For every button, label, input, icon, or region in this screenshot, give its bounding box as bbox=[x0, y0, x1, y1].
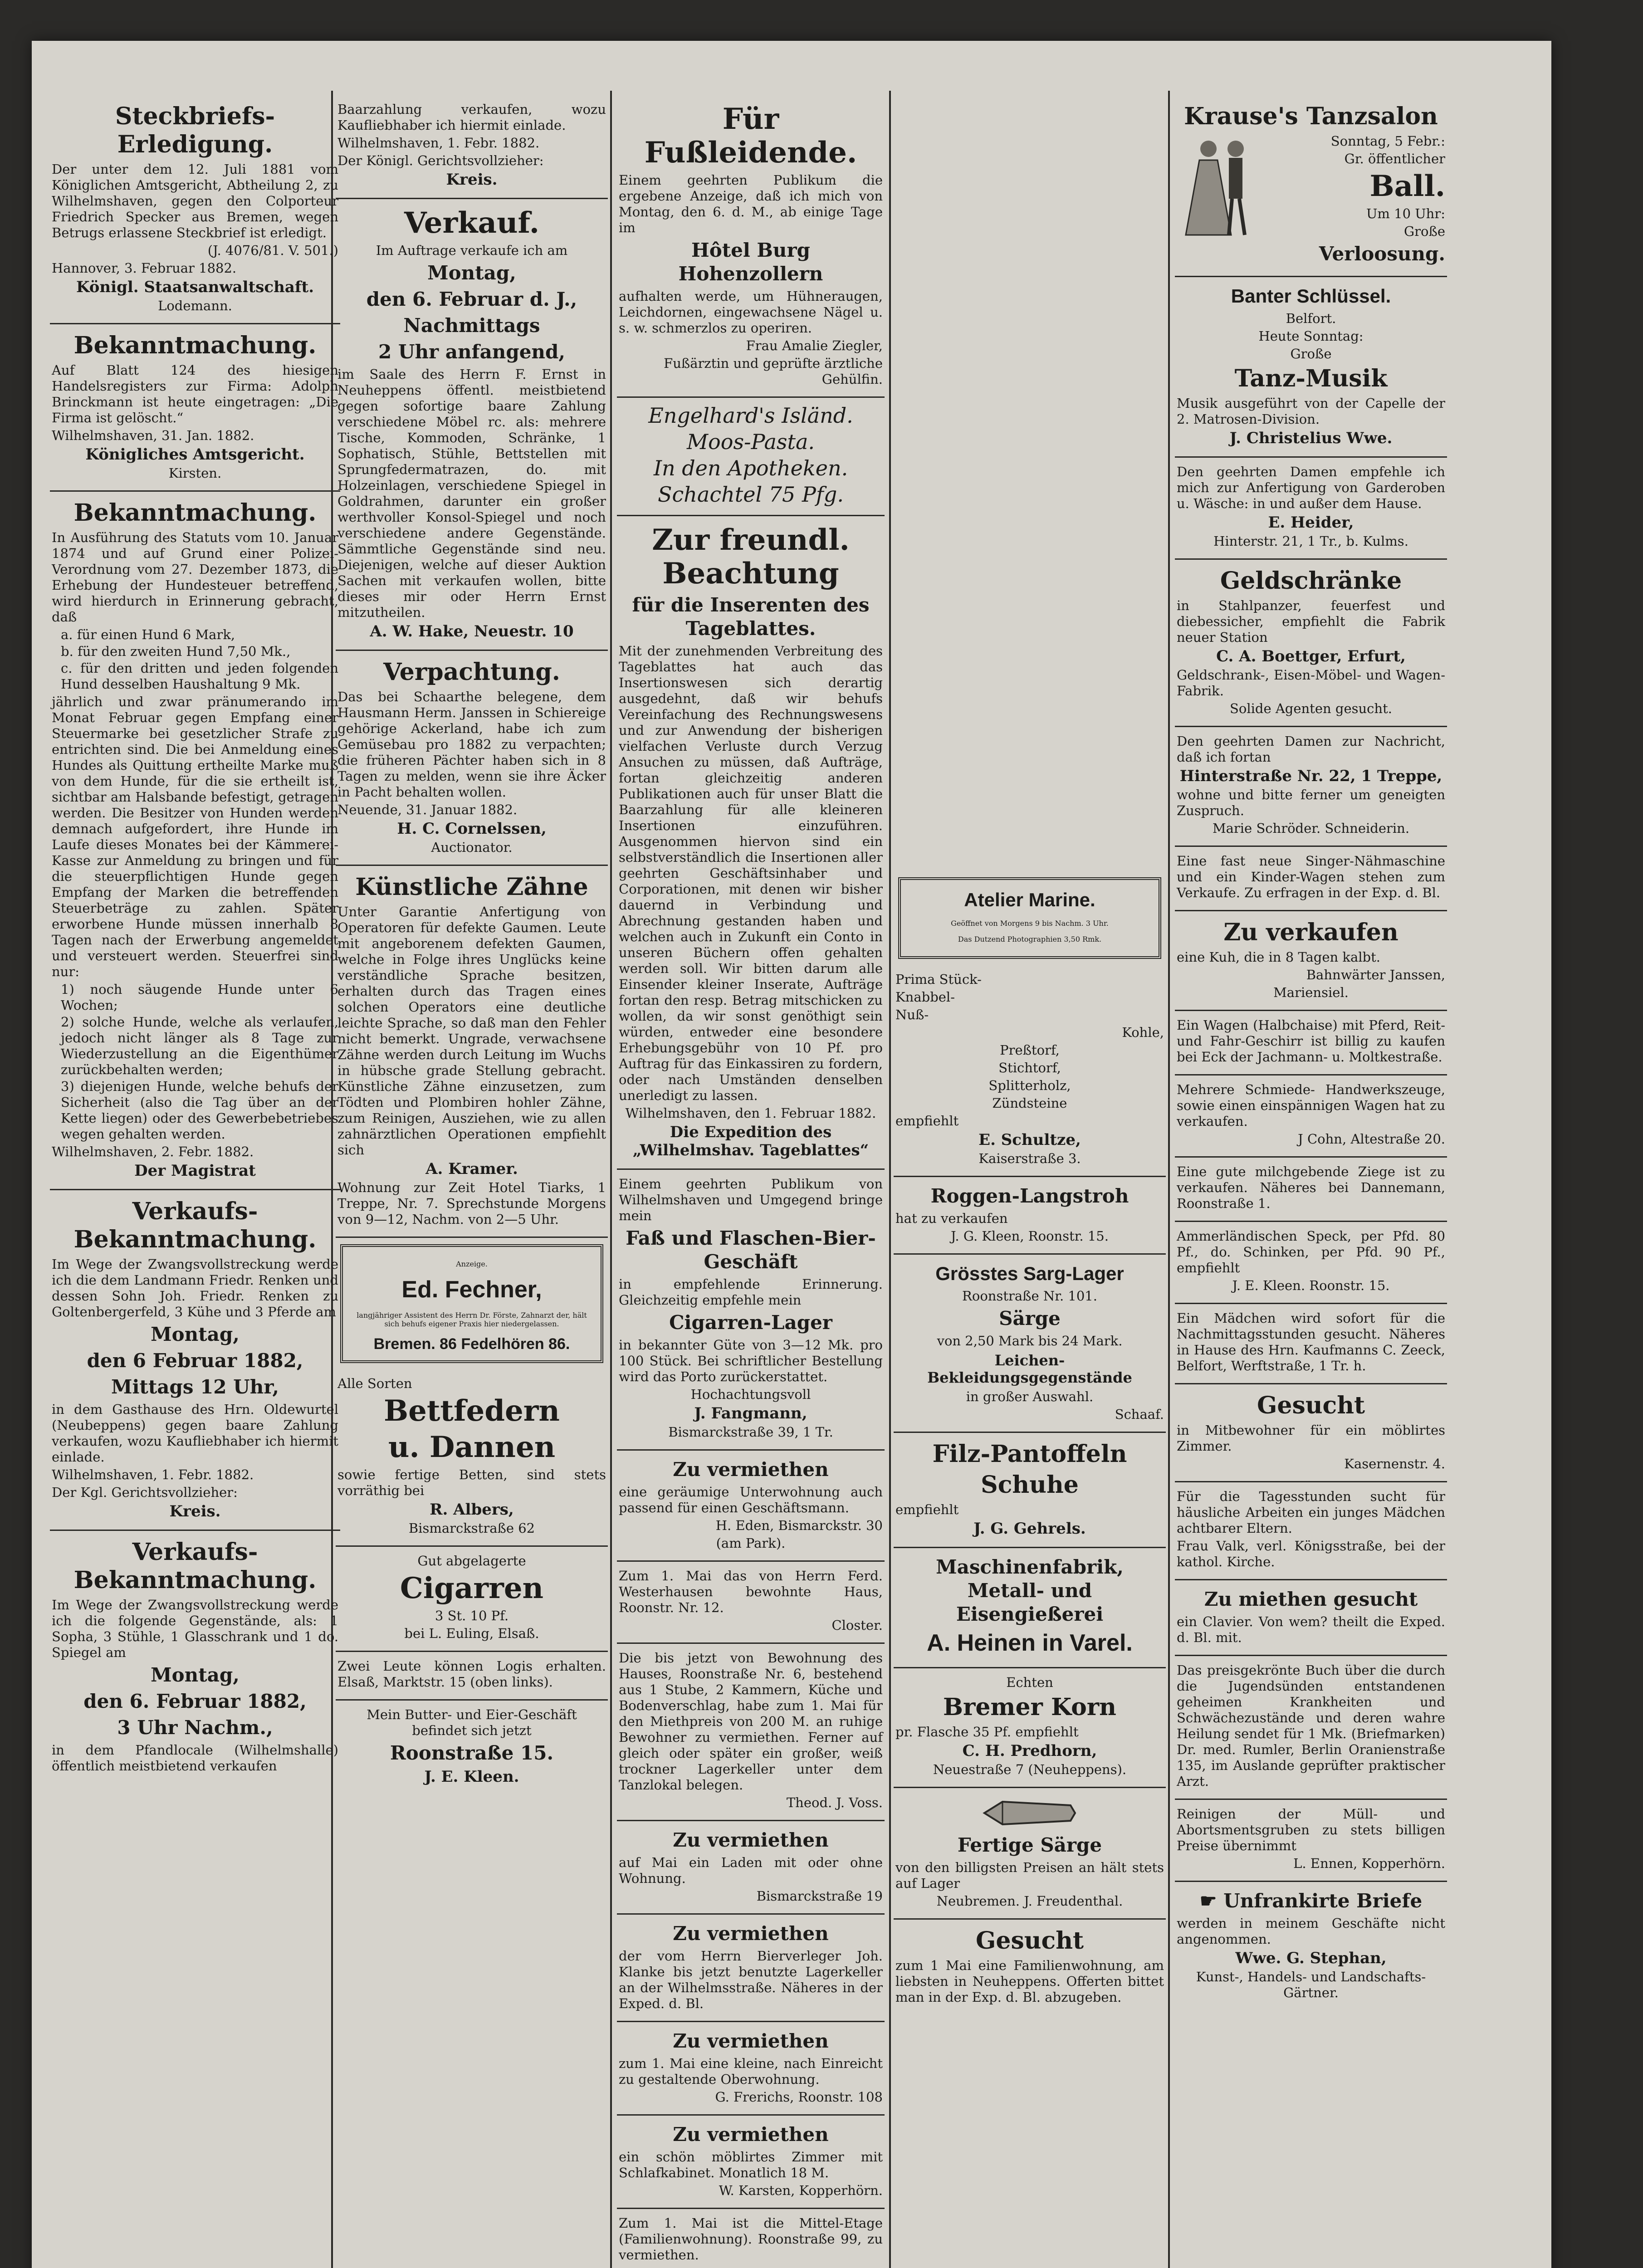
ad-title: Steckbriefs-Erledigung. bbox=[115, 103, 275, 158]
ad-body: in großer Auswahl. bbox=[966, 1389, 1094, 1404]
ad-body: in empfehlende Erinnerung. Gleichzeitig empfehle mein bbox=[619, 1276, 883, 1308]
ad-title: Zu vermiethen bbox=[673, 1829, 829, 1851]
ad-title: Bettfedern bbox=[384, 1394, 560, 1428]
ad-line: Stichtorf, bbox=[998, 1060, 1061, 1075]
ad-title: Cigarren bbox=[400, 1571, 544, 1605]
ad-body: In Ausführung des Statuts vom 10. Januar 1874 und auf Grund einer Polizei-Verordnung vom 27. Dezember 1873, die Erhebung der Hundesteuer betreffend, wird hierdurch in Erinnerung gebracht, daß bbox=[52, 530, 338, 625]
ad-signature: Neubremen. J. Freudenthal. bbox=[936, 1893, 1123, 1909]
ad-role: Fußärztin und geprüfte ärztliche Gehülfin. bbox=[664, 356, 883, 387]
ad-address: Neuestraße 7 (Neuheppens). bbox=[933, 1762, 1127, 1777]
ad-signature: Closter. bbox=[831, 1618, 883, 1633]
ad-banter-schluessel bbox=[1175, 277, 1447, 458]
dancing-couple-illustration bbox=[1177, 135, 1267, 240]
ad-signature: Die Expedition des „Wilhelmshav. Tageblattes“ bbox=[632, 1123, 869, 1159]
ad-body: Mein Butter- und Eier-Geschäft befindet sich jetzt bbox=[367, 1707, 577, 1738]
ad-body: Zwei Leute können Logis erhalten. Elsaß, Marktstr. 15 (oben links). bbox=[337, 1658, 606, 1690]
ad-body: Unter Garantie Anfertigung von Operatoren für defekte Gaumen. Leute mit angeborenem defekten Gaumen, welche in Folge ihres Unglücks keine verständliche Sprache besitzen, erhalten durch das Tragen eines solchen Operators eine deutliche leichte Sprache, so daß man den Fehler nicht bemerkt. Ungrade, verwachsene Zähne werden durch Leitung im Wuchs in hübsche grade Stellung gebracht. Künstliche Zähne einzusetzen, zum Tödten und Plombiren hohler Zähne, zum Reinigen, Ausziehen, wie zu allen zahnärztlichen Operationen empfiehlt sich bbox=[337, 904, 606, 1158]
column-5 bbox=[1175, 95, 1447, 2010]
ad-line: In den Apotheken. Schachtel 75 Pfg. bbox=[653, 456, 848, 507]
ad-signature: C. A. Boettger, Erfurt, bbox=[1216, 647, 1406, 665]
ad-date: Wilhelmshaven, 31. Jan. 1882. bbox=[52, 428, 254, 443]
ad-title: Zu vermiethen bbox=[673, 1458, 829, 1481]
ad-body: langjähriger Assistent des Herrn Dr. Förste, Zahnarzt der, hält sich behufs eigener Praxis hier niedergelassen. bbox=[357, 1311, 587, 1328]
ad-roggen bbox=[894, 1177, 1166, 1255]
ad-date: Wilhelmshaven, den 1. Februar 1882. bbox=[625, 1105, 876, 1121]
ad-signature: R. Albers, bbox=[430, 1501, 514, 1519]
ad-time: 3 Uhr Nachm., bbox=[117, 1716, 273, 1739]
ad-title: Fertige Särge bbox=[957, 1834, 1102, 1856]
ad-title: Filz-Pantoffeln bbox=[932, 1440, 1127, 1468]
ad-gesucht-2 bbox=[894, 1920, 1166, 2014]
ad-vermiethen-4 bbox=[617, 1821, 885, 1915]
ad-signature: J. E. Kleen. bbox=[424, 1768, 519, 1786]
ad-wagen bbox=[1175, 1011, 1447, 1075]
ad-vermiethen-7 bbox=[617, 2116, 885, 2209]
ad-pre: empfiehlt bbox=[895, 1502, 959, 1517]
ad-address: Kaiserstraße 3. bbox=[978, 1151, 1081, 1166]
ad-body: Einem geehrten Publikum von Wilhelmshaven und Umgegend bringe mein bbox=[619, 1176, 883, 1223]
pointing-hand-icon: ☛ bbox=[1199, 1890, 1224, 1912]
ad-body: Zum 1. Mai das von Herrn Ferd. Westerhausen bewohnte Haus, Roonstr. Nr. 12. bbox=[619, 1568, 883, 1615]
ad-gesucht-3 bbox=[1175, 1384, 1447, 1482]
ad-title: Gesucht bbox=[975, 1927, 1084, 1955]
ad-name: Kreis. bbox=[169, 1502, 221, 1520]
ad-logis bbox=[336, 1652, 608, 1701]
ad-name: Lodemann. bbox=[158, 298, 232, 313]
ad-signature: J. Fangmann, bbox=[694, 1404, 807, 1422]
ad-main: Tanz-Musik bbox=[1234, 365, 1388, 392]
ad-line: Zündsteine bbox=[992, 1095, 1067, 1111]
ad-vermiethen-2 bbox=[617, 1562, 885, 1644]
ad-signature: E. Schultze, bbox=[978, 1131, 1081, 1149]
ad-title: Verkauf. bbox=[404, 206, 540, 240]
ad-body: ein schön möblirtes Zimmer mit Schlafkabinet. Monatlich 18 M. bbox=[619, 2149, 883, 2180]
column-3 bbox=[617, 95, 885, 2268]
ad-body: Ammerländischen Speck, per Pfd. 80 Pf., do. Schinken, per Pfd. 90 Pf., empfiehlt bbox=[1177, 1228, 1445, 1276]
ad-pantoffeln bbox=[894, 1433, 1166, 1548]
ad-address: Bismarckstraße 62 bbox=[408, 1520, 535, 1536]
ad-address: Roonstraße 15. bbox=[390, 1742, 554, 1764]
ad-body: Den geehrten Damen zur Nachricht, daß ich fortan bbox=[1177, 733, 1445, 765]
column-rule bbox=[1168, 91, 1170, 2268]
ad-signature: Theod. J. Voss. bbox=[786, 1795, 883, 1810]
ad-place: Belfort. bbox=[1286, 311, 1336, 326]
ad-pre: Gut abgelagerte bbox=[417, 1553, 526, 1569]
ad-body: aufhalten werde, um Hühneraugen, Leichdornen, eingewachsene Nägel u. s. w. schmerzlos zu operiren. bbox=[619, 288, 883, 336]
ad-title: Zu miethen gesucht bbox=[1204, 1588, 1418, 1610]
ad-signature: L. Ennen, Kopperhörn. bbox=[1293, 1856, 1445, 1871]
ad-body: sowie fertige Betten, sind stets vorräthig bei bbox=[337, 1467, 606, 1498]
ad-date: Neuende, 31. Januar 1882. bbox=[337, 802, 518, 817]
ad-body: Das preisgekrönte Buch über die durch die Jugendsünden entstandenen geheimen Krankheiten und Schwächezustände und deren wahre Heilung sendet für 1 Mk. (Briefmarken) Dr. med. Rumler, Berlin Oranienstraße 135, im Auslande geprüfter praktischer Arzt. bbox=[1177, 1662, 1445, 1789]
ad-title: Särge bbox=[999, 1307, 1061, 1330]
ad-signature: Bahnwärter Janssen, bbox=[1306, 967, 1445, 982]
ad-body: in dem Pfandlocale (Wilhelmshalle) öffentlich meistbietend verkaufen bbox=[52, 1742, 338, 1774]
ad-address: Kasernenstr. 4. bbox=[1344, 1456, 1445, 1471]
ad-vermiethen-6 bbox=[617, 2022, 885, 2116]
ad-line: Preßtorf, bbox=[1000, 1042, 1060, 1058]
ad-title: Zu vermiethen bbox=[673, 2123, 829, 2146]
ad-date-line: den 6. Februar d. J., bbox=[366, 288, 577, 310]
ad-pre: Große bbox=[1403, 224, 1445, 239]
ad-title: Grösstes Sarg-Lager bbox=[935, 1263, 1124, 1284]
ad-title: Für Fußleidende. bbox=[644, 102, 857, 170]
ad-signature: Frau Amalie Ziegler, bbox=[746, 338, 883, 353]
ad-title: Zu verkaufen bbox=[1223, 919, 1399, 946]
column-rule bbox=[889, 91, 891, 2268]
ad-line: Knabbel- bbox=[895, 989, 955, 1005]
ad-title: Schuhe bbox=[981, 1471, 1079, 1499]
ad-valk bbox=[1175, 1482, 1447, 1580]
ad-body: Ein Mädchen wird sofort für die Nachmittagsstunden gesucht. Näheres in Hause des Hrn. Kaufmanns C. Zeeck, Belfort, Werftstraße, 1 Tr. h. bbox=[1177, 1310, 1445, 1374]
ad-title: Krause's Tanzsalon bbox=[1184, 103, 1438, 130]
ad-cigarren bbox=[336, 1547, 608, 1652]
ad-verpachtung bbox=[336, 651, 608, 866]
ad-title: u. Dannen bbox=[388, 1430, 556, 1464]
ad-heider bbox=[1175, 458, 1447, 560]
ad-date: Wilhelmshaven, 2. Febr. 1882. bbox=[52, 1144, 254, 1159]
ad-clavier bbox=[1175, 1580, 1447, 1656]
ad-moos-pasta bbox=[617, 398, 885, 516]
ad-address: Roonstraße Nr. 101. bbox=[962, 1288, 1097, 1304]
ad-naehmaschine bbox=[1175, 847, 1447, 911]
ad-title: Roggen-Langstroh bbox=[930, 1185, 1129, 1207]
ad-body: in dem Gasthause des Hrn. Oldewurtel (Neubeppens) gegen baare Zahlung verkaufen, wozu Kaufliebhaber ich hiermit einlade. bbox=[52, 1402, 338, 1465]
ad-atelier-marine bbox=[898, 877, 1161, 959]
ad-address: (am Park). bbox=[716, 1535, 786, 1551]
ad-body: eine geräumige Unterwohnung auch passend für einen Geschäftsmann. bbox=[619, 1484, 883, 1515]
ad-signature: C. H. Predhorn, bbox=[962, 1742, 1097, 1760]
column-2 bbox=[336, 95, 608, 1795]
ad-title: Bekanntmachung. bbox=[73, 499, 317, 527]
newspaper-page bbox=[32, 41, 1551, 2268]
ad-body: Mehrere Schmiede- Handwerkszeuge, sowie einen einspännigen Wagen hat zu verkaufen. bbox=[1177, 1082, 1445, 1129]
ad-address: Bismarckstraße 19 bbox=[756, 1888, 883, 1904]
ad-vermiethen-1 bbox=[617, 1451, 885, 1562]
list-item: a. für einen Hund 6 Mark, bbox=[61, 627, 235, 642]
ad-body: pr. Flasche 35 Pf. empfiehlt bbox=[895, 1724, 1079, 1740]
ad-date-line: den 6. Februar 1882, bbox=[83, 1690, 307, 1712]
ad-title: Ed. Fechner, bbox=[401, 1276, 542, 1303]
ad-title: Banter Schlüssel. bbox=[1231, 285, 1391, 307]
ad-buch bbox=[1175, 1656, 1447, 1800]
ad-body: Im Wege der Zwangsvollstreckung werde ich die dem Landmann Friedr. Renken und dessen Sohn Joh. Friedr. Renken zu Goltenbergerfeld, 3 Kühe und 3 Pferde am bbox=[52, 1256, 338, 1320]
list-item: 3) diejenigen Hunde, welche behufs der Sicherheit (also die Tag über an der Kette liegen) oder des Gewerbebetriebes wegen gehalten werden. bbox=[61, 1079, 338, 1142]
ad-line: Splitterholz, bbox=[988, 1078, 1071, 1093]
ad-body: Mit der zunehmenden Verbreitung des Tageblattes hat auch das Insertionswesen sich derartig ausgedehnt, daß wir behufs Vereinfachung des Rechnungswesens und zur Anwendung der bisherigen vielfachen Verluste durch Verzug Ansuchen zu müssen, daß Aufträge, fortan gleichzeitig anderen Publikationen auch für unser Blatt die Baarzahlung für alle kleineren Insertionen einzuführen. Ausgenommen hiervon sind ein selbstverständlich die Insertionen aller geehrten Geschäftsinhaber und Corporationen, mit denen wir bisher dauernd in Verbindung und Abrechnung gestanden haben und welchen auch in Zukunft ein Conto in unseren Büchern offen gehalten werden soll. Wir bitten darum alle Einsender kleiner Inserate, Aufträge fortan den resp. Betrag mitschicken zu wollen, da wir sonst genöthigt sein würden, entweder eine besondere Erhebungsgebühr von 10 Pf. pro Auftrag für das Einkassiren zu fordern, oder nach Umständen denselben unerledigt zu lassen. bbox=[619, 643, 883, 1103]
ad-body: in Stahlpanzer, feuerfest und diebessicher, empfiehlt die Fabrik neuer Station bbox=[1177, 598, 1445, 645]
ad-signature: H. C. Cornelssen, bbox=[397, 820, 547, 838]
ad-body: werden in meinem Geschäfte nicht angenommen. bbox=[1177, 1916, 1445, 1947]
ad-ref: (J. 4076/81. V. 501.) bbox=[207, 243, 338, 258]
ad-pre: empfiehlt bbox=[895, 1113, 959, 1129]
ad-signature: A. W. Hake, Neuestr. 10 bbox=[370, 622, 574, 640]
ad-ball: Ball. bbox=[1369, 169, 1445, 203]
ad-body: wohne und bitte ferner um geneigten Zuspruch. bbox=[1177, 787, 1445, 818]
ad-signature: J Cohn, Altestraße 20. bbox=[1298, 1131, 1445, 1147]
ad-body: ein Clavier. Von wem? theilt die Exped. d. Bl. mit. bbox=[1177, 1614, 1445, 1645]
ad-fussleidende bbox=[617, 95, 885, 398]
ad-body: eine Kuh, die in 8 Tagen kalbt. bbox=[1177, 949, 1380, 965]
ad-signature: J. G. Kleen, Roonstr. 15. bbox=[951, 1228, 1109, 1244]
ad-ennen bbox=[1175, 1800, 1447, 1882]
list-item: b. für den zweiten Hund 7,50 Mk., bbox=[61, 644, 291, 659]
ad-body: Das Dutzend Photographien 3,50 Rmk. bbox=[958, 935, 1102, 943]
ad-line: Engelhard's Isländ. Moos-Pasta. bbox=[648, 403, 853, 454]
ad-date: Wilhelmshaven, 1. Febr. 1882. bbox=[52, 1467, 254, 1482]
ad-body: Baarzahlung verkaufen, wozu Kaufliebhaber ich hiermit einlade. bbox=[337, 102, 606, 133]
ad-signature: Frau Valk, verl. Königsstraße, bei der kathol. Kirche. bbox=[1177, 1538, 1445, 1569]
ad-address: Bremen. 86 Fedelhören 86. bbox=[373, 1335, 570, 1353]
ad-body: jährlich und zwar pränumerando im Monat Februar gegen Empfang einer Steuermarke bei gesetzlicher Strafe zu entrichten sind. Die bei Anmeldung eines Hundes als Quittung ertheilte Marke muß von dem Hunde, für die sie ertheilt ist, sichtbar am Halsbande befestigt, getragen werden. Die Besitzer von Hunden werden demnach aufgefordert, ihre Hunde im Laufe dieses Monates bei der Kämmerei-Kasse zur Anmeldung zu bringen und für die steuerpflichtigen Hunde gegen Empfang der Marken die betreffenden Steuerbeträge zu zahlen. Später erworbene Hunde müssen innerhalb 8 Tagen nach der Erwerbung angemeldet und versteuert werden. Steuerfrei sind nur: bbox=[52, 694, 338, 979]
ad-date: Hannover, 3. Februar 1882. bbox=[52, 260, 237, 276]
ad-body: Das bei Schaarthe belegene, dem Hausmann Herm. Janssen in Schiereige gehörige Ackerland, habe ich zum Gemüsebau pro 1882 zu verpachten; die früheren Pächter haben sich in 8 Tagen zu melden, wenn sie ihre Äcker in Pacht behalten wollen. bbox=[337, 689, 606, 800]
ad-mittel-etage bbox=[617, 2209, 885, 2268]
ad-body: zum 1. Mai eine kleine, nach Einreicht zu gestaltende Oberwohnung. bbox=[619, 2056, 883, 2087]
ad-cohn bbox=[1175, 1075, 1447, 1158]
ad-time: Nachmittags bbox=[403, 314, 540, 337]
ad-line: Gr. öffentlicher bbox=[1344, 151, 1445, 166]
ad-time: 2 Uhr anfangend, bbox=[378, 341, 565, 363]
ad-verkauf-1 bbox=[50, 1190, 340, 1531]
list-item: 1) noch säugende Hunde unter 6 Wochen; bbox=[61, 982, 338, 1013]
ad-signature: J. Christelius Wwe. bbox=[1229, 429, 1393, 447]
ad-note: Solide Agenten gesucht. bbox=[1230, 701, 1392, 716]
ad-body: zum 1 Mai eine Familienwohnung, am liebsten in Neuheppens. Offerten bittet man in der Exp. d. Bl. abzugeben. bbox=[895, 1958, 1164, 2005]
ad-body: in Mitbewohner für ein möblirtes Zimmer. bbox=[1177, 1422, 1445, 1454]
ad-signature: A. Kramer. bbox=[425, 1160, 518, 1178]
ad-body: auf Mai ein Laden mit oder ohne Wohnung. bbox=[619, 1855, 883, 1886]
ad-name: Kirsten. bbox=[168, 465, 222, 481]
ad-bremer-korn bbox=[894, 1668, 1166, 1788]
ad-maedchen bbox=[1175, 1304, 1447, 1384]
ad-ziege bbox=[1175, 1158, 1447, 1222]
ad-address: Hinterstraße Nr. 22, 1 Treppe, bbox=[1179, 767, 1443, 785]
ad-body: Im Wege der Zwangsvollstreckung werde ich die folgende Gegenstände, als: 1 Sopha, 3 Stühle, 1 Glasschrank und 1 do. Spiegel am bbox=[52, 1597, 338, 1660]
ad-kuenstliche-zaehne bbox=[336, 866, 608, 1238]
ad-day: Montag, bbox=[427, 262, 516, 284]
ad-signature: Königliches Amtsgericht. bbox=[85, 445, 305, 464]
ad-title: Bremer Korn bbox=[943, 1693, 1116, 1721]
ad-verkauf-2 bbox=[50, 1531, 340, 1783]
list-item: 2) solche Hunde, welche als verlaufen, jedoch nicht länger als 8 Tage zur Wiederzustellung an die Eigenthümer zurückbehalten werden; bbox=[61, 1014, 338, 1077]
ad-bekanntmachung-1 bbox=[50, 324, 340, 492]
ad-fertige-saerge bbox=[894, 1788, 1166, 1920]
ad-body: Ein Wagen (Halbchaise) mit Pferd, Reit- und Fahr-Geschirr ist billig zu kaufen bei Eck der Jachmann- u. Moltkestraße. bbox=[1177, 1017, 1445, 1065]
ad-title: Bekanntmachung. bbox=[73, 332, 317, 359]
ad-address: Hinterstr. 21, 1 Tr., b. Kulms. bbox=[1213, 533, 1408, 549]
ad-intro: Im Auftrage verkaufe ich am bbox=[376, 243, 568, 258]
ad-price: 3 St. 10 Pf. bbox=[435, 1608, 509, 1623]
ad-title: Leichen-Bekleidungsgegenstände bbox=[927, 1352, 1132, 1386]
ad-beachtung bbox=[617, 516, 885, 1170]
ad-body: Auf Blatt 124 des hiesigen Handelsregisters zur Firma: Adolph Brinckmann ist heute eingetragen: „Die Firma ist gelöscht.“ bbox=[52, 362, 338, 425]
ad-body: Der unter dem 12. Juli 1881 vom Königlichen Amtsgericht, Abtheilung 2, zu Wilhelmshaven, gegen den Colporteur Friedrich Specker aus Bremen, wegen Betrugs erlassene Steckbrief ist erledigt. bbox=[52, 161, 338, 240]
ad-signature: Schaaf. bbox=[1115, 1407, 1164, 1422]
ad-body: in bekannter Güte von 3—12 Mk. pro 100 Stück. Bei schriftlicher Bestellung wird das Porto zurückerstattet. bbox=[619, 1337, 883, 1384]
ad-pre: Echten bbox=[1006, 1675, 1053, 1690]
ad-date: Wilhelmshaven, 1. Febr. 1882. bbox=[337, 135, 540, 151]
ad-title: ☛ Unfrankirte Briefe bbox=[1199, 1890, 1423, 1912]
column-4 bbox=[894, 871, 1166, 2014]
ad-signature: J. E. Kleen. Roonstr. 15. bbox=[1232, 1278, 1390, 1293]
ad-title: Künstliche Zähne bbox=[355, 873, 588, 901]
ad-title: Zu vermiethen bbox=[673, 1922, 829, 1945]
ad-head: Anzeige. bbox=[456, 1260, 488, 1268]
ad-subtitle: für die Inserenten des Tageblattes. bbox=[632, 594, 870, 640]
ad-geldschraenke bbox=[1175, 560, 1447, 727]
ad-line: Prima Stück- bbox=[895, 972, 982, 987]
list-item: c. für den dritten und jeden folgenden Hund desselben Haushaltung 9 Mk. bbox=[61, 660, 338, 692]
ad-signature: E. Heider, bbox=[1268, 513, 1354, 532]
ad-body: Für die Tagesstunden sucht für häusliche Arbeiten ein junges Mädchen achtbarer Eltern. bbox=[1177, 1489, 1445, 1536]
ad-title: Zu vermiethen bbox=[673, 2030, 829, 2052]
ad-price: von 2,50 Mark bis 24 Mark. bbox=[937, 1333, 1123, 1349]
ad-title: Cigarren-Lager bbox=[669, 1311, 832, 1334]
ad-vermiethen-3 bbox=[617, 1644, 885, 1821]
ad-time: Um 10 Uhr: bbox=[1366, 206, 1445, 221]
ad-greeting: Hochachtungsvoll bbox=[690, 1387, 811, 1402]
ad-fechner bbox=[340, 1244, 603, 1363]
ad-signature: Königl. Staatsanwaltschaft. bbox=[76, 278, 314, 296]
ad-signature: Der Königl. Gerichtsvollzieher: bbox=[337, 153, 544, 168]
ad-sarg-lager bbox=[894, 1255, 1166, 1433]
ad-signature: G. Frerichs, Roonstr. 108 bbox=[715, 2089, 883, 2105]
ad-signature: Marie Schröder. Schneiderin. bbox=[1212, 821, 1410, 836]
ad-date-line: den 6 Februar 1882, bbox=[87, 1349, 303, 1372]
ad-signature: W. Karsten, Kopperhörn. bbox=[719, 2183, 883, 2198]
ad-body: Musik ausgeführt von der Capelle der 2. Matrosen-Division. bbox=[1177, 396, 1445, 427]
ad-signature: Der Kgl. Gerichtsvollzieher: bbox=[52, 1485, 238, 1500]
ad-body: Geldschrank-, Eisen-Möbel- und Wagen-Fabrik. bbox=[1177, 667, 1445, 699]
ad-schultze bbox=[894, 965, 1166, 1177]
ad-signature: J. G. Gehrels. bbox=[973, 1520, 1086, 1538]
ad-title: Faß und Flaschen-Bier-Geschäft bbox=[626, 1227, 876, 1273]
ad-title: Verkaufs-Bekanntmachung. bbox=[73, 1198, 317, 1253]
ad-address: Mariensiel. bbox=[1273, 985, 1349, 1000]
ad-title: Verkaufs-Bekanntmachung. bbox=[73, 1538, 317, 1594]
ad-vermiethen-5 bbox=[617, 1915, 885, 2022]
ad-hundesteuer bbox=[50, 492, 340, 1190]
ad-title: Geldschränke bbox=[1220, 567, 1402, 595]
ad-body: Die bis jetzt von Bewohnung des Hauses, Roonstraße Nr. 6, bestehend aus 1 Stube, 2 Kammern, Küche und Bodenverschlag, habe zum 1. Mai für den Miethpreis von 200 M. an ruhige Bewohner zu vermiethen. Ferner auf gleich oder später ein großer, weiß trockner Lagerkeller unter dem Tanzlokal belegen. bbox=[619, 1650, 883, 1793]
ad-signature: Der Magistrat bbox=[134, 1162, 256, 1180]
ad-body: Eine fast neue Singer-Nähmaschine und ein Kinder-Wagen stehen zum Verkaufe. Zu erfragen in der Exp. d. Bl. bbox=[1177, 853, 1445, 900]
ad-time: Mittags 12 Uhr, bbox=[111, 1376, 279, 1398]
ad-body: Eine gute milchgebende Ziege ist zu verkaufen. Näheres bei Dannemann, Roonstraße 1. bbox=[1177, 1164, 1445, 1211]
ad-title: Gesucht bbox=[1257, 1392, 1365, 1419]
ad-line: Nuß- bbox=[895, 1007, 929, 1022]
ad-title: Maschinenfabrik, Metall- und Eisengießerei bbox=[936, 1556, 1124, 1625]
column-rule bbox=[610, 91, 612, 2268]
ad-verkauf-hake bbox=[336, 199, 608, 651]
ad-bettfedern bbox=[336, 1369, 608, 1547]
ad-pre: Große bbox=[1290, 346, 1332, 362]
ad-schroeder bbox=[1175, 727, 1447, 847]
ad-body: hat zu verkaufen bbox=[895, 1211, 1008, 1226]
ad-main: Verloosung. bbox=[1319, 243, 1445, 265]
ad-steckbrief bbox=[50, 95, 340, 324]
ad-address: Bismarckstraße 39, 1 Tr. bbox=[668, 1424, 833, 1440]
ad-address: Wohnung zur Zeit Hotel Tiarks, 1 Treppe, Nr. 7. Sprechstunde Morgens von 9—12, Nachm. von 2—5 Uhr. bbox=[337, 1180, 606, 1227]
ad-title: Zur freundl. Beachtung bbox=[652, 523, 850, 591]
ad-role: Auctionator. bbox=[431, 840, 513, 855]
ad-title: Atelier Marine. bbox=[964, 889, 1095, 910]
ad-title: Verpachtung. bbox=[383, 658, 560, 686]
ad-role: Kunst-, Handels- und Landschafts-Gärtner. bbox=[1196, 1969, 1426, 2000]
ad-butter bbox=[336, 1701, 608, 1795]
ad-body: Den geehrten Damen empfehle ich mich zur Anfertigung von Garderoben u. Wäsche: in und außer dem Hause. bbox=[1177, 464, 1445, 511]
ad-body: Geöffnet von Morgens 9 bis Nachm. 3 Uhr. bbox=[951, 919, 1109, 928]
ad-krause-tanzsalon bbox=[1175, 95, 1447, 277]
ad-day: Montag, bbox=[151, 1664, 240, 1686]
ad-signature: A. Heinen in Varel. bbox=[927, 1630, 1133, 1656]
ad-day: Montag, bbox=[151, 1323, 240, 1345]
column-1 bbox=[50, 95, 340, 1783]
ad-body: im Saale des Herrn F. Ernst in Neuheppens öffentl. meistbietend gegen sofortige baare Zahlung verschiedene Möbel rc. als: mehrere Tische, Kommoden, Schränke, 1 Sophatisch, Stühle, Bettstellen mit Sprungfedermatrazen, do. mit Holzeinlagen, verschiedene Spiegel in Goldrahmen, darunter ein großer werthvoller Konsol-Spiegel und noch verschiedene andere Gegenstände. Sämmtliche Gegenstände sind neu. Diejenigen, welche auf dieser Auktion Sachen mit verkaufen wollen, bitte dieses mir oder Herrn Ernst mitzutheilen. bbox=[337, 367, 606, 620]
ad-fangmann bbox=[617, 1170, 885, 1451]
ad-signature: H. Eden, Bismarckstr. 30 bbox=[715, 1518, 883, 1533]
ad-kuh bbox=[1175, 911, 1447, 1011]
ad-line: Kohle, bbox=[1122, 1025, 1164, 1040]
ad-body: Reinigen der Müll- und Abortsmentsgruben zu stets billigen Preise übernimmt bbox=[1177, 1806, 1445, 1853]
ad-continued bbox=[336, 95, 608, 199]
ad-speck bbox=[1175, 1222, 1447, 1304]
ad-maschinenfabrik bbox=[894, 1548, 1166, 1668]
ad-hotel: Hôtel Burg Hohenzollern bbox=[678, 239, 823, 285]
ad-body: Einem geehrten Publikum die ergebene Anzeige, daß ich mich von Montag, den 6. d. M., ab einige Tage im bbox=[619, 172, 883, 235]
ad-signature: Wwe. G. Stephan, bbox=[1235, 1949, 1387, 1967]
ad-stephan bbox=[1175, 1882, 1447, 2010]
ad-signature: bei L. Euling, Elsaß. bbox=[404, 1626, 539, 1641]
ad-pre: Alle Sorten bbox=[337, 1376, 412, 1391]
ad-body: Zum 1. Mai ist die Mittel-Etage (Familienwohnung). Roonstraße 99, zu vermiethen. bbox=[619, 2215, 883, 2263]
ad-day: Heute Sonntag: bbox=[1258, 328, 1364, 344]
coffin-illustration bbox=[980, 1797, 1080, 1829]
ad-body: von den billigsten Preisen an hält stets auf Lager bbox=[895, 1860, 1164, 1891]
ad-day: Sonntag, 5 Febr.: bbox=[1330, 133, 1445, 149]
ad-name: Kreis. bbox=[446, 171, 498, 189]
ad-body: der vom Herrn Bierverleger Joh. Klanke bis jetzt benutzte Lagerkeller an der Wilhelmsstraße. Näheres in der Exped. d. Bl. bbox=[619, 1948, 883, 2011]
